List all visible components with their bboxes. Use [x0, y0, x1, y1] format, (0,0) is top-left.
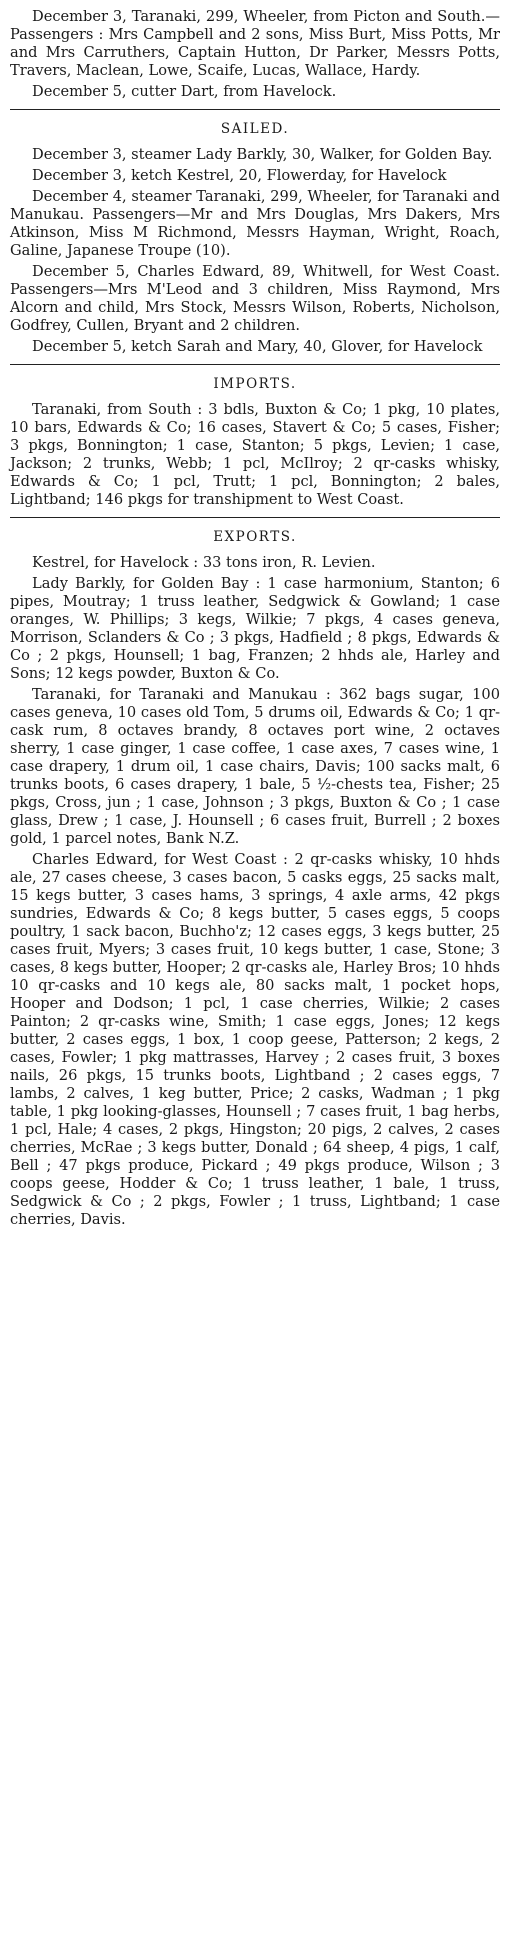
exports-entry-4: Charles Edward, for West Coast : 2 qr-casks whisky, 10 hhds ale, 27 cases cheese, 3 cases bacon, 5 casks eggs, 25 sacks malt, 15 kegs butter, 3 cases hams, 3 springs, 4 axle arms, 42 pkgs sundries, Edwards & Co; 8 kegs butter, 5 cases eggs, 5 coops poultry, 1 sack bacon, Buchho'z; 12 cases eggs, 3 kegs butter, 25 cases fruit, Myers; 3 cases fruit, 10 kegs butter, 1 case, Stone; 3 cases, 8 kegs butter, Hooper; 2 qr-casks ale, Harley Bros; 10 hhds 10 qr-casks and 10 kegs ale, 80 sacks malt, 1 pocket hops, Hooper and Dodson; 1 pcl, 1 case cherries, Wilkie; 2 cases Painton; 2 qr-casks wine, Smith; 1 case eggs, Jones; 12 kegs butter, 2 cases eggs, 1 box, 1 coop geese, Patterson; 2 kegs, 2 cases, Fowler; 1 pkg mattrasses, Harvey ; 2 cases fruit, 3 boxes nails, 26 pkgs, 15 trunks boots, Lightband ; 2 cases eggs, 7 lambs, 2 calves, 1 keg butter, Price; 2 casks, Wadman ; 1 pkg table, 1 pkg looking-glasses, Hounsell ; 7 cases fruit, 1 bag herbs, 1 pcl, Hale; 4 cases, 2 pkgs, Hingston; 20 pigs, 2 calves, 2 cases cherries, McRae ; 3 kegs butter, Donald ; 64 sheep, 4 pigs, 1 calf, Bell ; 47 pkgs produce, Pickard ; 49 pkgs produce, Wilson ; 3 coops geese, Hodder & Co; 1 truss leather, 1 bale, 1 truss, Sedgwick & Co ; 2 pkgs, Fowler ; 1 truss, Lightband; 1 case cherries, Davis.	[10, 851, 500, 1228]
imports-entry-1: Taranaki, from South : 3 bdls, Buxton & Co; 1 pkg, 10 plates, 10 bars, Edwards & Co; 16 cases, Stavert & Co; 5 cases, Fisher; 3 pkgs, Bonnington; 1 case, Stanton; 5 pkgs, Levien; 1 case, Jackson; 2 trunks, Webb; 1 pcl, McIlroy; 2 qr-casks whisky, Edwards & Co; 1 pcl, Trutt; 1 pcl, Bonnington; 2 bales, Lightband; 146 pkgs for transhipment to West Coast.	[10, 401, 500, 508]
exports-entry-3: Taranaki, for Taranaki and Manukau : 362 bags sugar, 100 cases geneva, 10 cases old Tom, 5 drums oil, Edwards & Co; 1 qr-cask rum, 8 octaves brandy, 8 octaves port wine, 2 octaves sherry, 1 case ginger, 1 case coffee, 1 case axes, 7 cases wine, 1 case drapery, 1 drum oil, 1 case chairs, Davis; 100 sacks malt, 6 trunks boots, 6 cases drapery, 1 bale, 5 ½-chests tea, Fisher; 25 pkgs, Cross, jun ; 1 case, Johnson ; 3 pkgs, Buxton & Co ; 1 case glass, Drew ; 1 case, J. Hounsell ; 6 cases fruit, Burrell ; 2 boxes gold, 1 parcel notes, Bank N.Z.	[10, 686, 500, 847]
arrival-entry-2: December 5, cutter Dart, from Havelock.	[32, 83, 337, 100]
sailed-entry-4: December 5, Charles Edward, 89, Whitwell, for West Coast. Passengers—Mrs M'Leod and 3 children, Miss Raymond, Mrs Alcorn and child, Mrs Stock, Messrs Wilson, Roberts, Nicholson, Godfrey, Cullen, Bryant and 2 children.	[10, 263, 500, 334]
sailed-heading: SAILED.	[220, 121, 290, 137]
section-divider	[10, 109, 500, 110]
exports-heading: EXPORTS.	[213, 529, 297, 545]
section-divider	[10, 364, 500, 365]
exports-entry-2: Lady Barkly, for Golden Bay : 1 case harmonium, Stanton; 6 pipes, Moutray; 1 truss leather, Sedgwick & Gowland; 1 case oranges, W. Phillips; 3 kegs, Wilkie; 7 pkgs, 4 cases geneva, Morrison, Sclanders & Co ; 3 pkgs, Hadfield ; 8 pkgs, Edwards & Co ; 2 pkgs, Hounsell; 1 bag, Franzen; 2 hhds ale, Harley and Sons; 12 kegs powder, Buxton & Co.	[10, 575, 500, 682]
sailed-entry-3: December 4, steamer Taranaki, 299, Wheeler, for Taranaki and Manukau. Passengers—Mr and Mrs Douglas, Mrs Dakers, Mrs Atkinson, Miss M Richmond, Messrs Hayman, Wright, Roach, Galine, Japanese Troupe (10).	[10, 188, 500, 259]
arrival-entry-1: December 3, Taranaki, 299, Wheeler, from Picton and South.—Passengers : Mrs Campbell and 2 sons, Miss Burt, Miss Potts, Mr and Mrs Carruthers, Captain Hutton, Dr Parker, Messrs Potts, Travers, Maclean, Lowe, Scaife, Lucas, Wallace, Hardy.	[10, 8, 500, 79]
sailed-entry-2: December 3, ketch Kestrel, 20, Flowerday, for Havelock	[32, 167, 447, 184]
sailed-entry-5: December 5, ketch Sarah and Mary, 40, Glover, for Havelock	[32, 338, 483, 355]
exports-entry-1: Kestrel, for Havelock : 33 tons iron, R. Levien.	[32, 554, 376, 571]
sailed-entry-1: December 3, steamer Lady Barkly, 30, Walker, for Golden Bay.	[32, 146, 493, 163]
imports-heading: IMPORTS.	[213, 376, 297, 392]
section-divider	[10, 517, 500, 518]
